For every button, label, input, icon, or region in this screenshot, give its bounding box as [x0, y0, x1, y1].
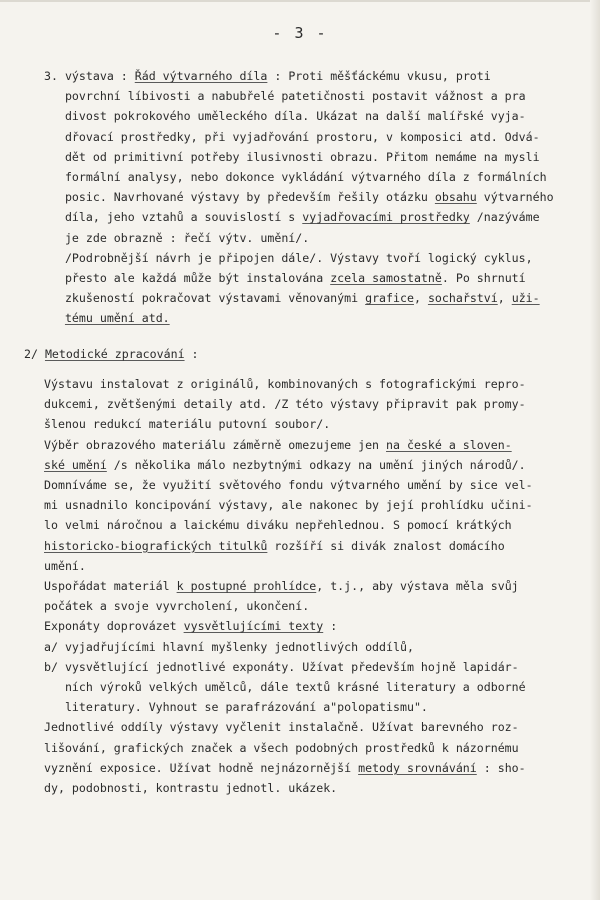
page-number: - 3 -	[272, 24, 328, 42]
section-2-body: Výstavu instalovat z originálů, kombinovaných s fotografickými repro- dukcemi, zvětšenými detaily atd. /Z této výstavy připravit pak promy- šlenou redukcí materiálu putovní soubor/. Výběr obrazového materiálu záměrně omezujeme jen na české a sloven- ské umění /s několika málo nezbytnými odkazy na umění jiných národů/. Domníváme se, že využití světového fondu výtvarného umění by sice vel- mi usnadnilo koncipování výstavy, ale nakonec by její prohlídku učini- lo velmi náročnou a laickému diváku nepřehlednou. S pomocí krátkých historicko-biografických titulků rozšíří si divák znalost domácího umění. Uspořádat materiál k postupné prohlídce, t.j., aby výstava měla svůj počátek a svoje vyvrcholení, ukončení. Exponáty doprovázet vysvětlujícími texty : a/ vyjadřujícími hlavní myšlenky jednotlivých oddílů, b/ vysvětlující jednotlivé exponáty. Užívat především hojně lapidár- ních výroků velkých umělců, dále textů krásné literatury a odborné literatury. Vyhnout se parafrázování a"polopatismu". Jednotlivé oddíly výstavy vyčlenit instalačně. Užívat barevného roz- lišování, grafických značek a všech podobných prostředků k názornému vyznění exposice. Užívat hodně nejnázornější metody srovnávání : sho- dy, podobnosti, kontrastu jednotl. ukázek.	[44, 377, 533, 796]
paper-right-shadow	[590, 0, 600, 900]
section-2-title: Metodické zpracování	[44, 347, 185, 361]
exhibition-title: Řád výtvarného díla	[134, 69, 268, 83]
paper-top-edge	[0, 0, 600, 2]
section-3-paragraph: 3. výstava : Řád výtvarného díla : Proti měšťáckému vkusu, proti povrchní líbivosti a nabubřelé patetičnosti postavit vážnost a pra divost pokrokového uměleckého díla. Ukázat na další malířské vyja- dřovací prostředky, při vyjadřování prostoru, v komposici atd. Odvá- dět od primitivní potřeby ilusivnosti obrazu. Přitom nemáme na mysli formální analysy, nebo dokonce vykládání výtvarného díla z formálních posic. Navrhované výstavy by především řešily otázku obsahu výtvarného díla, jeho vztahů a souvislostí s vyjadřovacími prostředky /nazýváme je zde obrazně : řečí výtv. umění/. /Podrobnější návrh je připojen dále/. Výstavy tvoří logický cyklus, přesto ale každá může být instalována zcela samostatně. Po shrnutí zkušeností pokračovat výstavami věnovanými grafice, sochařství, uži- tému umění atd.	[44, 69, 554, 326]
section-2-heading: 2/ Metodické zpracování :	[24, 347, 199, 361]
